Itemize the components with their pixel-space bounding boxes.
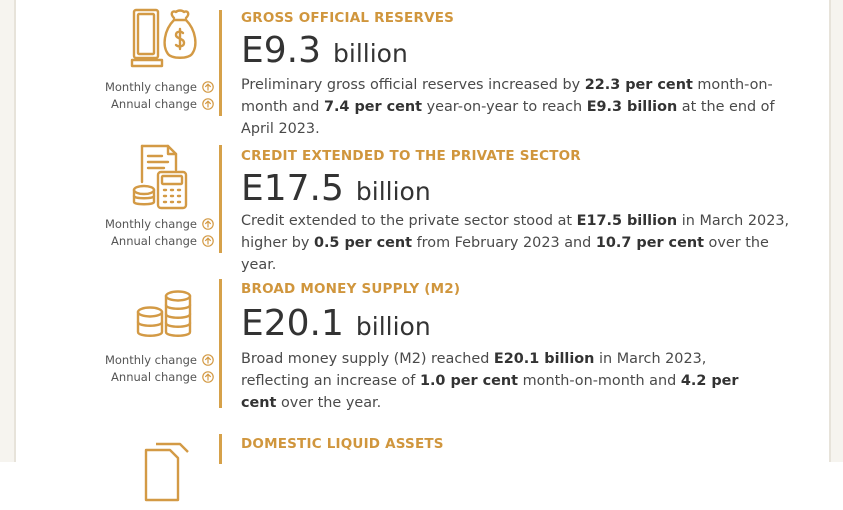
section-description xyxy=(241,210,801,276)
coin-stacks-icon xyxy=(128,282,198,352)
highlighted-figure: 22.3 per cent xyxy=(584,77,693,93)
monthly-change-label: Monthly change xyxy=(104,216,197,231)
description-text: over the year. xyxy=(241,235,769,273)
change-indicators xyxy=(96,215,214,249)
arrow-up-icon xyxy=(202,371,214,383)
arrow-up-icon xyxy=(202,218,214,230)
description-text: from February 2023 and xyxy=(412,235,596,251)
change-indicators xyxy=(96,351,214,385)
description-text: over the year. xyxy=(276,395,382,411)
section-heading: CREDIT EXTENDED TO THE PRIVATE SECTOR xyxy=(241,148,581,164)
headline-value: E17.5 xyxy=(241,168,344,209)
section-divider xyxy=(219,279,222,408)
description-text: month-on-month and xyxy=(241,77,773,115)
section-heading: BROAD MONEY SUPPLY (M2) xyxy=(241,281,461,297)
arrow-up-icon xyxy=(202,235,214,247)
gold-bars-money-bag-icon xyxy=(128,4,198,74)
highlighted-figure: E20.1 billion xyxy=(493,351,595,367)
section-divider xyxy=(219,145,222,253)
section-divider xyxy=(219,10,222,116)
description-text: at the end of April 2023. xyxy=(241,99,775,137)
headline-figure xyxy=(241,168,431,209)
highlighted-figure: E9.3 billion xyxy=(586,99,678,115)
headline-unit: billion xyxy=(333,39,408,68)
document-calculator-coins-icon xyxy=(128,142,198,212)
highlighted-figure: 4.2 per cent xyxy=(241,373,739,411)
monthly-change-label: Monthly change xyxy=(104,352,197,367)
highlighted-figure: 0.5 per cent xyxy=(313,235,413,251)
headline-value: E20.1 xyxy=(241,303,344,344)
annual-change-label: Annual change xyxy=(111,233,197,248)
arrow-up-icon xyxy=(202,81,214,93)
highlighted-figure: 7.4 per cent xyxy=(323,99,423,115)
section-heading: GROSS OFFICIAL RESERVES xyxy=(241,10,455,26)
highlighted-figure: 10.7 per cent xyxy=(595,235,704,251)
highlighted-figure: 1.0 per cent xyxy=(419,373,519,389)
monthly-change-label: Monthly change xyxy=(104,79,197,94)
section-divider xyxy=(219,434,222,464)
headline-figure xyxy=(241,303,431,344)
description-text: in March 2023, higher by xyxy=(241,213,790,251)
annual-change-label: Annual change xyxy=(111,369,197,384)
description-text: Credit extended to the private sector stood at xyxy=(241,213,577,229)
change-indicators xyxy=(96,78,214,112)
description-text: month-on-month and xyxy=(518,373,681,389)
headline-unit: billion xyxy=(355,177,431,206)
description-text: in March 2023, reflecting an increase of xyxy=(241,351,707,389)
headline-value: E9.3 xyxy=(241,30,321,71)
description-text: Preliminary gross official reserves increased by xyxy=(241,77,585,93)
description-text: Broad money supply (M2) reached xyxy=(241,351,494,367)
right-page-edge xyxy=(829,0,843,462)
section-description xyxy=(241,348,761,414)
left-page-edge xyxy=(0,0,16,462)
documents-icon xyxy=(128,440,198,510)
annual-change-label: Annual change xyxy=(111,96,197,111)
section-heading: DOMESTIC LIQUID ASSETS xyxy=(241,436,444,452)
headline-figure xyxy=(241,30,408,71)
arrow-up-icon xyxy=(202,354,214,366)
description-text: year-on-year to reach xyxy=(422,99,587,115)
arrow-up-icon xyxy=(202,98,214,110)
highlighted-figure: E17.5 billion xyxy=(576,213,678,229)
section-description xyxy=(241,74,801,140)
headline-unit: billion xyxy=(355,312,431,341)
